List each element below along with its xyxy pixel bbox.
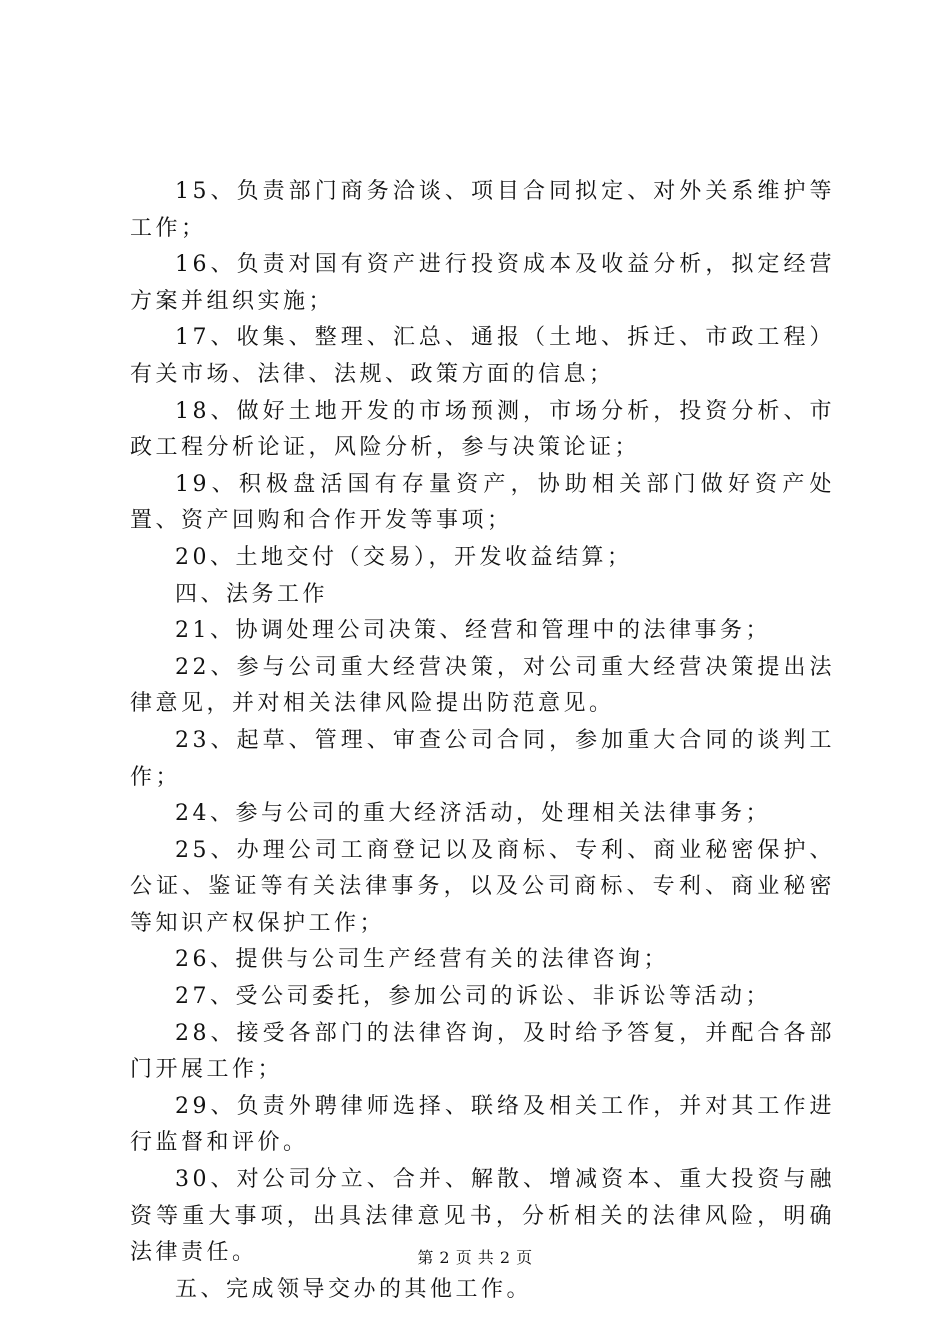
paragraph-item-19: 19、积极盘活国有存量资产，协助相关部门做好资产处置、资产回购和合作开发等事项； [130, 471, 835, 534]
page-number-footer: 第 2 页 共 2 页 [417, 1248, 533, 1267]
paragraph-item-15: 15、负责部门商务洽谈、项目合同拟定、对外关系维护等工作； [130, 179, 835, 241]
paragraph-item-26: 26、提供与公司生产经营有关的法律咨询； [175, 947, 669, 973]
paragraph-item-29: 29、负责外聘律师选择、联络及相关工作，并对其工作进行监督和评价。 [130, 1093, 835, 1156]
paragraph-item-27: 27、受公司委托，参加公司的诉讼、非诉讼等活动； [175, 984, 771, 1010]
paragraph-item-30: 30、对公司分立、合并、解散、增减资本、重大投资与融资等重大事项，出具法律意见书，分析相关的法律风险，明确法律责任。 [130, 1167, 835, 1266]
paragraph-item-21: 21、协调处理公司决策、经营和管理中的法律事务； [175, 618, 771, 644]
paragraph-item-20: 20、土地交付（交易），开发收益结算； [175, 544, 633, 570]
paragraph-item-28: 28、接受各部门的法律咨询，及时给予答复，并配合各部门开展工作； [130, 1020, 835, 1083]
paragraph-item-23: 23、起草、管理、审查公司合同，参加重大合同的谈判工作； [130, 727, 835, 790]
section-heading-other-tasks: 五、完成领导交办的其他工作。 [175, 1276, 533, 1302]
paragraph-item-25: 25、办理公司工商登记以及商标、专利、商业秘密保护、公证、鉴证等有关法律事务，以及公司商标、专利、商业秘密等知识产权保护工作； [130, 837, 835, 936]
paragraph-item-17: 17、收集、整理、汇总、通报（土地、拆迁、市政工程）有关市场、法律、法规、政策方面的信息； [130, 325, 835, 387]
paragraph-item-22: 22、参与公司重大经营决策，对公司重大经营决策提出法律意见，并对相关法律风险提出防范意见。 [130, 654, 835, 717]
paragraph-item-18: 18、做好土地开发的市场预测，市场分析，投资分析、市政工程分析论证，风险分析，参与决策论证； [130, 398, 835, 461]
paragraph-item-16: 16、负责对国有资产进行投资成本及收益分析，拟定经营方案并组织实施； [130, 252, 835, 314]
section-heading-legal-affairs: 四、法务工作 [175, 581, 329, 607]
paragraph-item-24: 24、参与公司的重大经济活动，处理相关法律事务； [175, 801, 771, 827]
document-body [130, 174, 835, 1308]
